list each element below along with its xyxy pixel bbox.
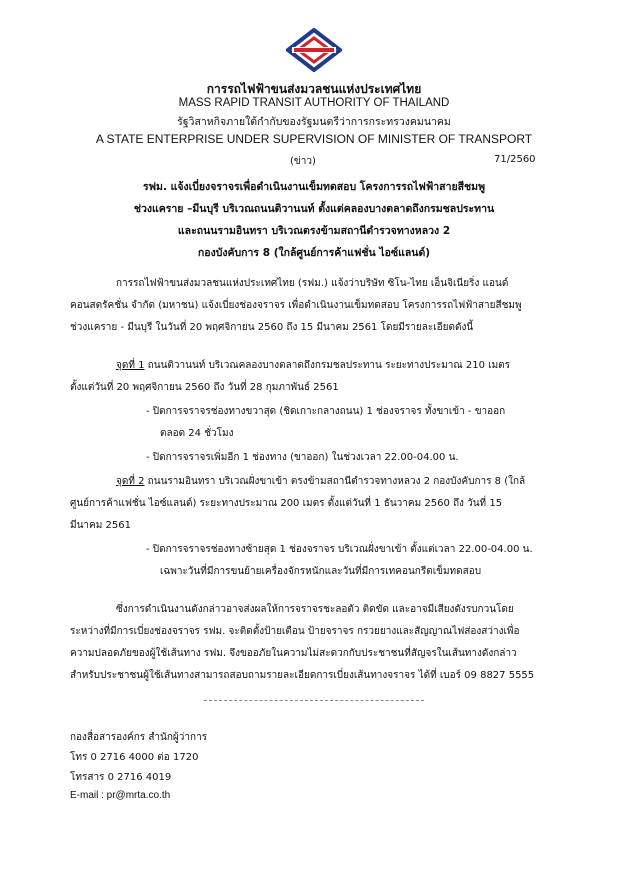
intro-line-1: การรถไฟฟ้าขนส่งมวลชนแห่งประเทศไทย (รฟม.) แจ้งว่าบริษัท ซิโน-ไทย เอ็นจิเนียริ่ง แอนด์ bbox=[116, 278, 509, 289]
point-2-bullet-1-cont: เฉพาะวันที่มีการขนย้ายเครื่องจักรหนักและวันที่มีการเทคอนกรีตเข็มทดสอบ bbox=[160, 566, 482, 577]
closing-line-3: ความปลอดภัยของผู้ใช้เส้นทาง รฟม. จึงขออภัยในความไม่สะดวกกับประชาชนที่สัญจรในเส้นทางดังกล่าว bbox=[70, 648, 517, 659]
divider bbox=[204, 700, 424, 701]
supervision-thai: รัฐวิสาหกิจภายใต้กำกับของรัฐมนตรีว่าการกระทรวงคมนาคม bbox=[177, 116, 451, 128]
footer-email[interactable]: E-mail : pr@mrta.co.th bbox=[70, 790, 171, 801]
point-2-label: จุดที่ 2 bbox=[116, 476, 145, 487]
closing-line-4: สำหรับประชาชนผู้ใช้เส้นทางสามารถสอบถามรายละเอียดการเบี่ยงเส้นทางจราจร ได้ที่ เบอร์ 09 8827 5555 bbox=[70, 670, 535, 681]
point-2-location: ถนนรามอินทรา บริเวณฝั่งขาเข้า ตรงข้ามสถานีตำรวจทางหลวง 2 กองบังคับการ 8 (ใกล้ bbox=[144, 476, 526, 487]
point-1-bullet-1-cont: ตลอด 24 ชั่วโมง bbox=[160, 428, 234, 439]
point-1-label: จุดที่ 1 bbox=[116, 360, 145, 371]
point-1-location: ถนนติวานนท์ บริเวณคลองบางตลาดถึงกรมชลประทาน ระยะทางประมาณ 210 เมตร bbox=[144, 360, 511, 371]
footer-fax: โทรสาร 0 2716 4019 bbox=[70, 772, 172, 783]
point-2-line-2: ศูนย์การค้าแฟชั่น ไอซ์แลนด์) ระยะทางประมาณ 200 เมตร ตั้งแต่วันที่ 1 ธันวาคม 2560 ถึง วันที่ 15 bbox=[70, 498, 503, 509]
point-1-heading bbox=[116, 358, 510, 373]
news-tag: (ข่าว) bbox=[290, 156, 316, 167]
closing-line-1: ซึ่งการดำเนินงานดังกล่าวอาจส่งผลให้การจราจรชะลอตัว ติดขัด และอาจมีเสียงดังรบกวนโดย bbox=[116, 604, 514, 615]
title-line-3: และถนนรามอินทรา บริเวณตรงข้ามสถานีตำรวจทางหลวง 2 bbox=[177, 225, 451, 237]
news-number: 71/2560 bbox=[494, 154, 536, 165]
supervision-english: A STATE ENTERPRISE UNDER SUPERVISION OF MINISTER OF TRANSPORT bbox=[95, 132, 533, 146]
point-2-bullet-1: - ปิดการจราจรช่องทางซ้ายสุด 1 ช่องจราจร บริเวณฝั่งขาเข้า ตั้งแต่เวลา 22.00-04.00 น. bbox=[146, 544, 533, 555]
intro-line-3: ช่วงแคราย - มีนบุรี ในวันที่ 20 พฤศจิกายน 2560 ถึง 15 มีนาคม 2561 โดยมีรายละเอียดดังนี้ bbox=[70, 322, 474, 333]
footer-department: กองสื่อสารองค์กร สำนักผู้ว่าการ bbox=[70, 732, 208, 743]
point-1-bullet-1: - ปิดการจราจรช่องทางขวาสุด (ชิดเกาะกลางถนน) 1 ช่องจราจร ทั้งขาเข้า - ขาออก bbox=[146, 406, 506, 417]
point-1-bullet-2: - ปิดการจราจรเพิ่มอีก 1 ช่องทาง (ขาออก) ในช่วงเวลา 22.00-04.00 น. bbox=[146, 452, 459, 463]
point-2-heading bbox=[116, 474, 525, 489]
title-line-4: กองบังคับการ 8 (ใกล้ศูนย์การค้าแฟชั่น ไอซ์แลนด์) bbox=[197, 247, 431, 259]
title-line-1: รฟม. แจ้งเบี่ยงจราจรเพื่อดำเนินงานเข็มทดสอบ โครงการรถไฟฟ้าสายสีชมพู bbox=[142, 181, 486, 193]
footer-phone: โทร 0 2716 4000 ต่อ 1720 bbox=[70, 752, 199, 763]
title-line-2: ช่วงแคราย –มีนบุรี บริเวณถนนติวานนท์ ตั้งแต่คลองบางตลาดถึงกรมชลประทาน bbox=[133, 203, 495, 215]
org-name-thai: การรถไฟฟ้าขนส่งมวลชนแห่งประเทศไทย bbox=[206, 82, 422, 96]
intro-line-2: คอนสตรัคชั่น จำกัด (มหาชน) แจ้งเบี่ยงช่องจราจร เพื่อดำเนินงานเข็มทดสอบ โครงการรถไฟฟ้าสายสีชมพู bbox=[70, 300, 522, 311]
closing-line-2: ระหว่างที่มีการเบี่ยงช่องจราจร รฟม. จะติดตั้งป้ายเตือน ป้ายจราจร กรวยยางและสัญญาณไฟส่องสว่างเพื่อ bbox=[70, 626, 520, 637]
mrta-logo bbox=[286, 28, 342, 72]
point-2-line-3: มีนาคม 2561 bbox=[70, 520, 131, 531]
point-1-dates: ตั้งแต่วันที่ 20 พฤศจิกายน 2560 ถึง วันที่ 28 กุมภาพันธ์ 2561 bbox=[70, 382, 339, 393]
org-name-english: MASS RAPID TRANSIT AUTHORITY OF THAILAND bbox=[178, 97, 450, 109]
